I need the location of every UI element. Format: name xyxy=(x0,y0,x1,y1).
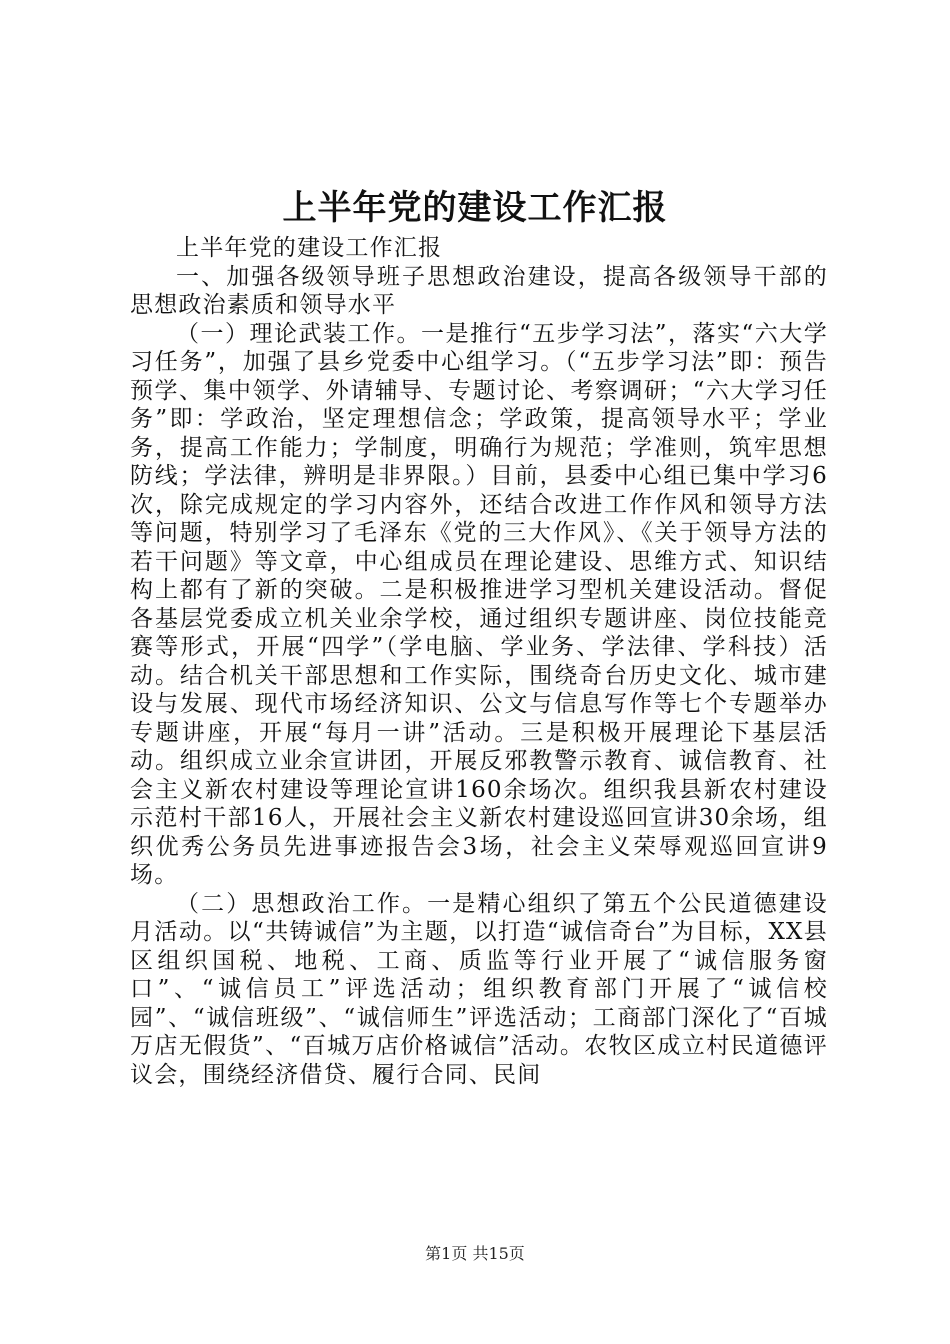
document-body xyxy=(130,234,828,1089)
page-footer: 第1页 共15页 xyxy=(425,1244,525,1263)
paragraph-section-heading: 一、加强各级领导班子思想政治建设，提高各级领导干部的思想政治素质和领导水平 xyxy=(130,263,828,318)
paragraph-ideological-work: （二）思想政治工作。一是精心组织了第五个公民道德建设月活动。以“共铸诚信”为主题，以打造“诚信奇台”为目标，XX县区组织国税、地税、工商、质监等行业开展了“诚信服务窗口”、“诚信员工”评选活动；组织教育部门开展了“诚信校园”、“诚信班级”、“诚信师生”评选活动；工商部门深化了“百城万店无假货”、“百城万店价格诚信”活动。农牧区成立村民道德评议会，围绕经济借贷、履行合同、民间 xyxy=(130,890,828,1088)
paragraph-theory-work: （一）理论武装工作。一是推行“五步学习法”，落实“六大学习任务”，加强了县乡党委中心组学习。（“五步学习法”即：预告预学、集中领学、外请辅导、专题讨论、考察调研；“六大学习任务”即：学政治，坚定理想信念；学政策，提高领导水平；学业务，提高工作能力；学制度，明确行为规范；学准则，筑牢思想防线；学法律，辨明是非界限。）目前，县委中心组已集中学习6次，除完成规定的学习内容外，还结合改进工作作风和领导方法等问题，特别学习了毛泽东《党的三大作风》、《关于领导方法的若干问题》等文章，中心组成员在理论建设、思维方式、知识结构上都有了新的突破。二是积极推进学习型机关建设活动。督促各基层党委成立机关业余学校，通过组织专题讲座、岗位技能竞赛等形式，开展“四学”（学电脑、学业务、学法律、学科技）活动。结合机关干部思想和工作实际，围绕奇台历史文化、城市建设与发展、现代市场经济知识、公文与信息写作等七个专题举办专题讲座，开展“每月一讲”活动。三是积极开展理论下基层活动。组织成立业余宣讲团，开展反邪教警示教育、诚信教育、社会主义新农村建设等理论宣讲160余场次。组织我县新农村建设示范村干部16人，开展社会主义新农村建设巡回宣讲30余场，组织优秀公务员先进事迹报告会3场，社会主义荣辱观巡回宣讲9场。 xyxy=(130,320,828,888)
document-title: 上半年党的建设工作汇报 xyxy=(282,188,668,228)
paragraph-subtitle: 上半年党的建设工作汇报 xyxy=(176,235,443,261)
